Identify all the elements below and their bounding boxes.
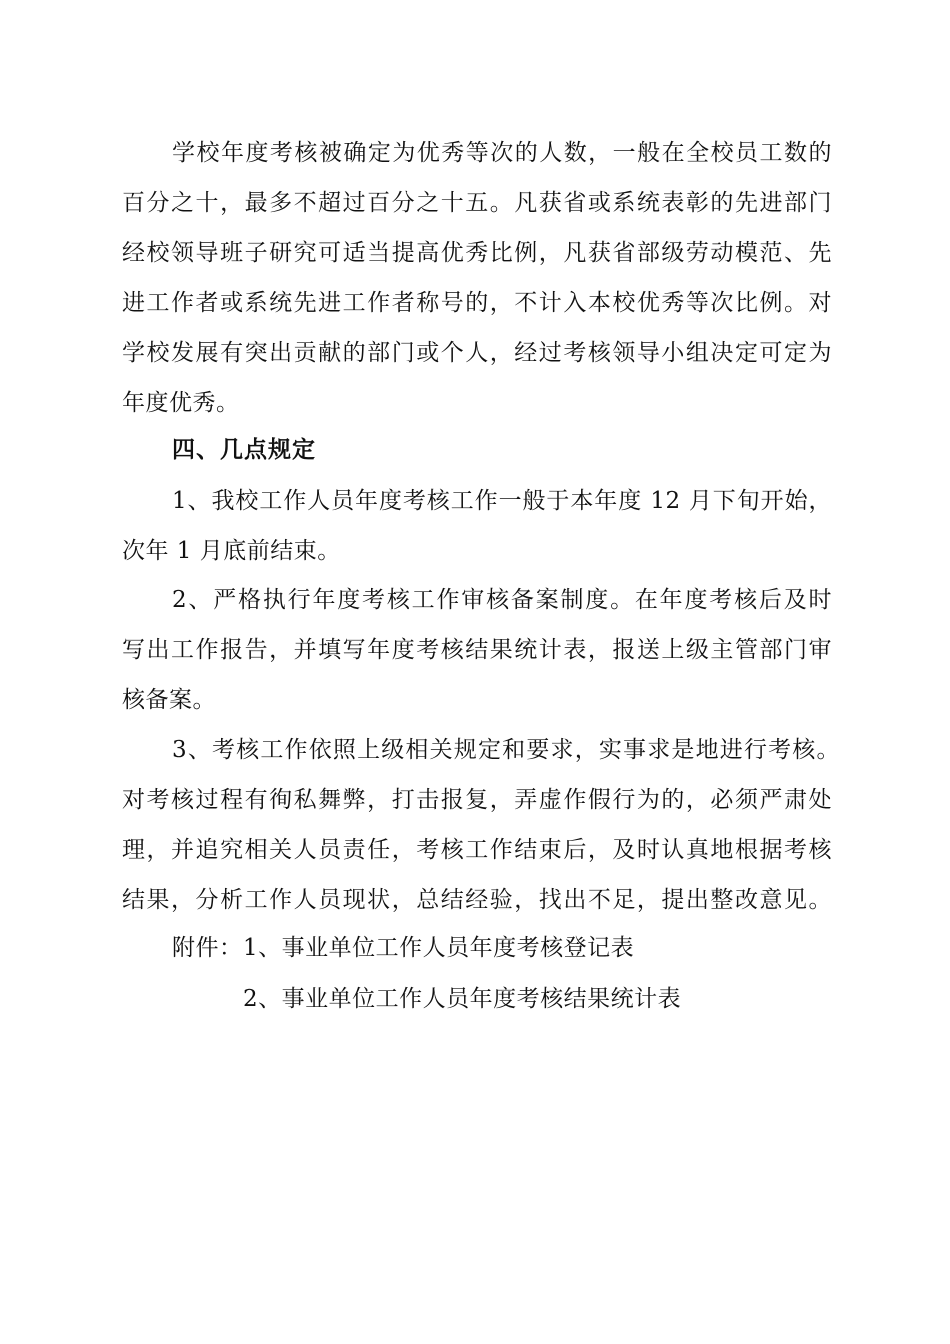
text-line: 理，并追究相关人员责任，考核工作结束后，及时认真地根据考核 bbox=[122, 837, 832, 863]
text-line: 结果，分析工作人员现状，总结经验，找出不足，提出整改意见。 bbox=[122, 887, 832, 913]
text-line: 年度优秀。 bbox=[122, 390, 240, 416]
text-line: 百分之十，最多不超过百分之十五。凡获省或系统表彰的先进部门 bbox=[122, 190, 832, 216]
text-line: 学校年度考核被确定为优秀等次的人数，一般在全校员工数的 bbox=[172, 140, 832, 166]
text-line: 次年 1 月底前结束。 bbox=[122, 538, 341, 564]
section-heading: 四、几点规定 bbox=[172, 436, 316, 463]
text-line: 学校发展有突出贡献的部门或个人，经过考核领导小组决定可定为 bbox=[122, 340, 832, 366]
attachment-item: 2、事业单位工作人员年度考核结果统计表 bbox=[243, 986, 682, 1012]
text-line: 进工作者或系统先进工作者称号的，不计入本校优秀等次比例。对 bbox=[122, 290, 832, 316]
text-line: 核备案。 bbox=[122, 687, 216, 713]
attachment-item: 1、事业单位工作人员年度考核登记表 bbox=[243, 935, 635, 961]
text-line: 写出工作报告，并填写年度考核结果统计表，报送上级主管部门审 bbox=[122, 637, 832, 663]
text-line: 3、考核工作依照上级相关规定和要求，实事求是地进行考核。 bbox=[172, 737, 840, 763]
attachments-label: 附件： bbox=[172, 935, 243, 961]
text-line: 1、我校工作人员年度考核工作一般于本年度 12 月下旬开始， bbox=[172, 488, 832, 514]
text-line: 经校领导班子研究可适当提高优秀比例，凡获省部级劳动模范、先 bbox=[122, 240, 832, 266]
text-line: 对考核过程有徇私舞弊，打击报复，弄虚作假行为的，必须严肃处 bbox=[122, 787, 832, 813]
text-line: 2、严格执行年度考核工作审核备案制度。在年度考核后及时 bbox=[172, 587, 832, 613]
